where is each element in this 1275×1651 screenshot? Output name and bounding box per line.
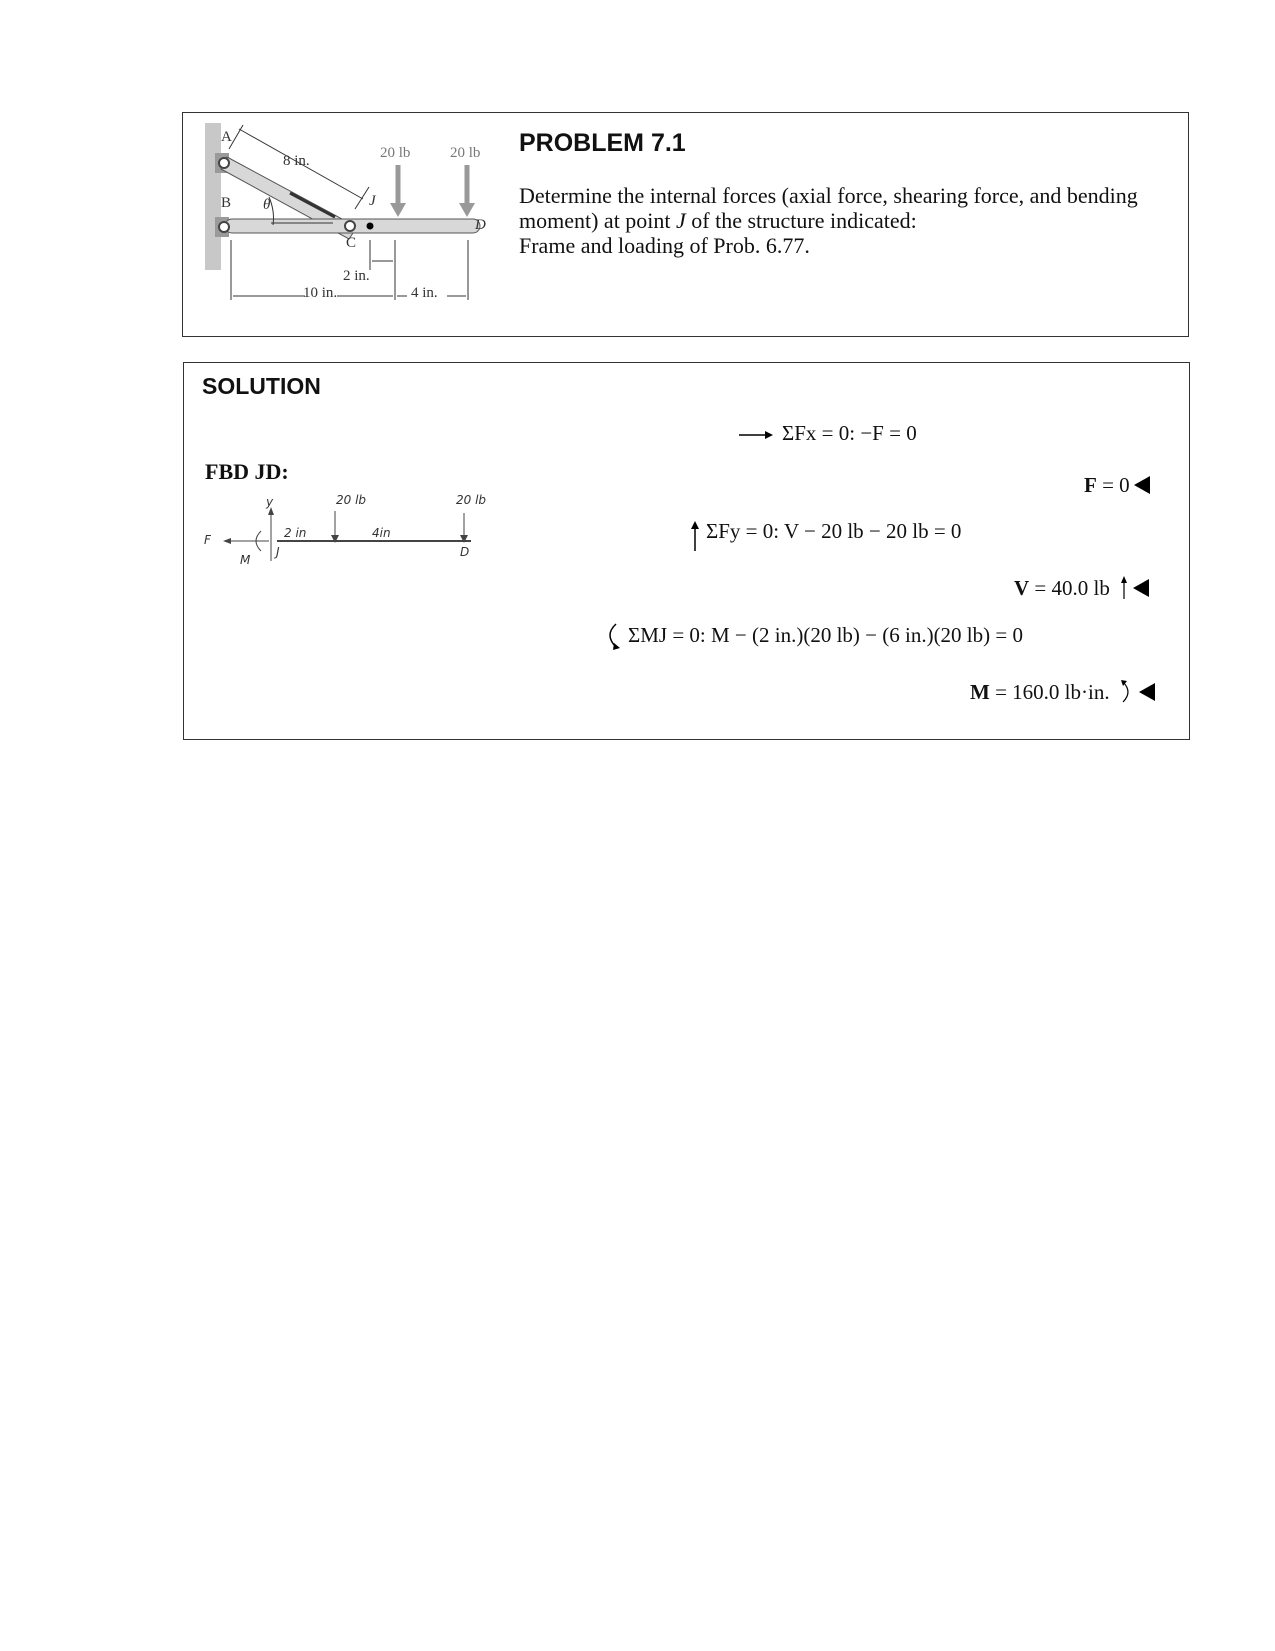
- cw-moment-icon: [1119, 679, 1135, 705]
- load-label-1: 20 lb: [380, 145, 411, 161]
- result-m-value: = 160.0 lb·in.: [989, 680, 1110, 704]
- dim-4in: 4 in.: [411, 285, 438, 301]
- dim-8in: 8 in.: [283, 153, 310, 169]
- equation-sum-fx: ΣFx = 0: −F = 0: [782, 421, 917, 445]
- ccw-moment-icon: [602, 621, 622, 651]
- right-arrow-icon: [739, 429, 775, 441]
- problem-text-point: J: [676, 208, 686, 233]
- label-c: C: [346, 235, 357, 251]
- equation-sum-mj: ΣMJ = 0: M − (2 in.)(20 lb) − (6 in.)(20 lb) = 0: [628, 623, 1023, 647]
- problem-text-line1: Determine the internal forces (axial force, shearing force, and bending: [519, 183, 1138, 208]
- up-arrow-icon: [690, 519, 700, 551]
- label-j: J: [369, 193, 376, 209]
- fbd-dim-2in: 2 in: [284, 526, 307, 540]
- pin-b: [219, 222, 229, 232]
- problem-text-line2-a: moment) at point: [519, 208, 677, 233]
- answer-marker-icon: [1133, 579, 1149, 597]
- result-v: [1014, 575, 1149, 601]
- result-v-value: = 40.0 lb: [1029, 576, 1110, 600]
- problem-statement: [519, 183, 1179, 258]
- answer-marker-icon: [1139, 683, 1155, 701]
- fbd-sketch: [199, 493, 519, 603]
- result-f: [1084, 473, 1150, 498]
- equation-sum-fy: ΣFy = 0: V − 20 lb − 20 lb = 0: [706, 519, 962, 543]
- pin-c: [345, 221, 355, 231]
- fbd-load-label-2: 20 lb: [456, 493, 487, 507]
- fbd-label-j: J: [276, 545, 280, 559]
- label-d: D: [475, 217, 486, 233]
- result-m: [970, 679, 1155, 705]
- label-a: A: [221, 129, 232, 145]
- problem-text-line2: [519, 208, 1179, 233]
- problem-box: [182, 112, 1189, 337]
- fbd-label-m: M: [240, 553, 251, 567]
- result-f-symbol: F: [1084, 473, 1097, 497]
- fbd-label-f: F: [204, 533, 211, 547]
- result-f-value: = 0: [1096, 473, 1130, 497]
- v-up-arrow-icon: [1119, 575, 1129, 599]
- answer-marker-icon: [1134, 476, 1150, 494]
- fbd-load-label-1: 20 lb: [336, 493, 367, 507]
- solution-title: SOLUTION: [202, 373, 321, 399]
- result-v-symbol: V: [1014, 576, 1030, 600]
- solution-box: [183, 362, 1190, 740]
- point-j: [367, 223, 374, 230]
- label-b: B: [221, 195, 232, 211]
- problem-title: PROBLEM 7.1: [519, 129, 686, 157]
- result-m-symbol: M: [970, 680, 990, 704]
- fbd-dim-4in: 4in: [372, 526, 391, 540]
- fbd-title: FBD JD:: [205, 459, 289, 484]
- problem-text-line2-b: of the structure indicated:: [685, 208, 917, 233]
- pin-a: [219, 158, 229, 168]
- problem-text-line3: Frame and loading of Prob. 6.77.: [519, 233, 810, 258]
- dim-10in: 10 in.: [303, 285, 338, 301]
- wall: [205, 123, 221, 270]
- fbd-label-y: y: [266, 495, 274, 509]
- dim-2in: 2 in.: [343, 268, 370, 284]
- fbd-label-d: D: [460, 545, 470, 559]
- label-theta: θ: [263, 197, 271, 213]
- load-label-2: 20 lb: [450, 145, 481, 161]
